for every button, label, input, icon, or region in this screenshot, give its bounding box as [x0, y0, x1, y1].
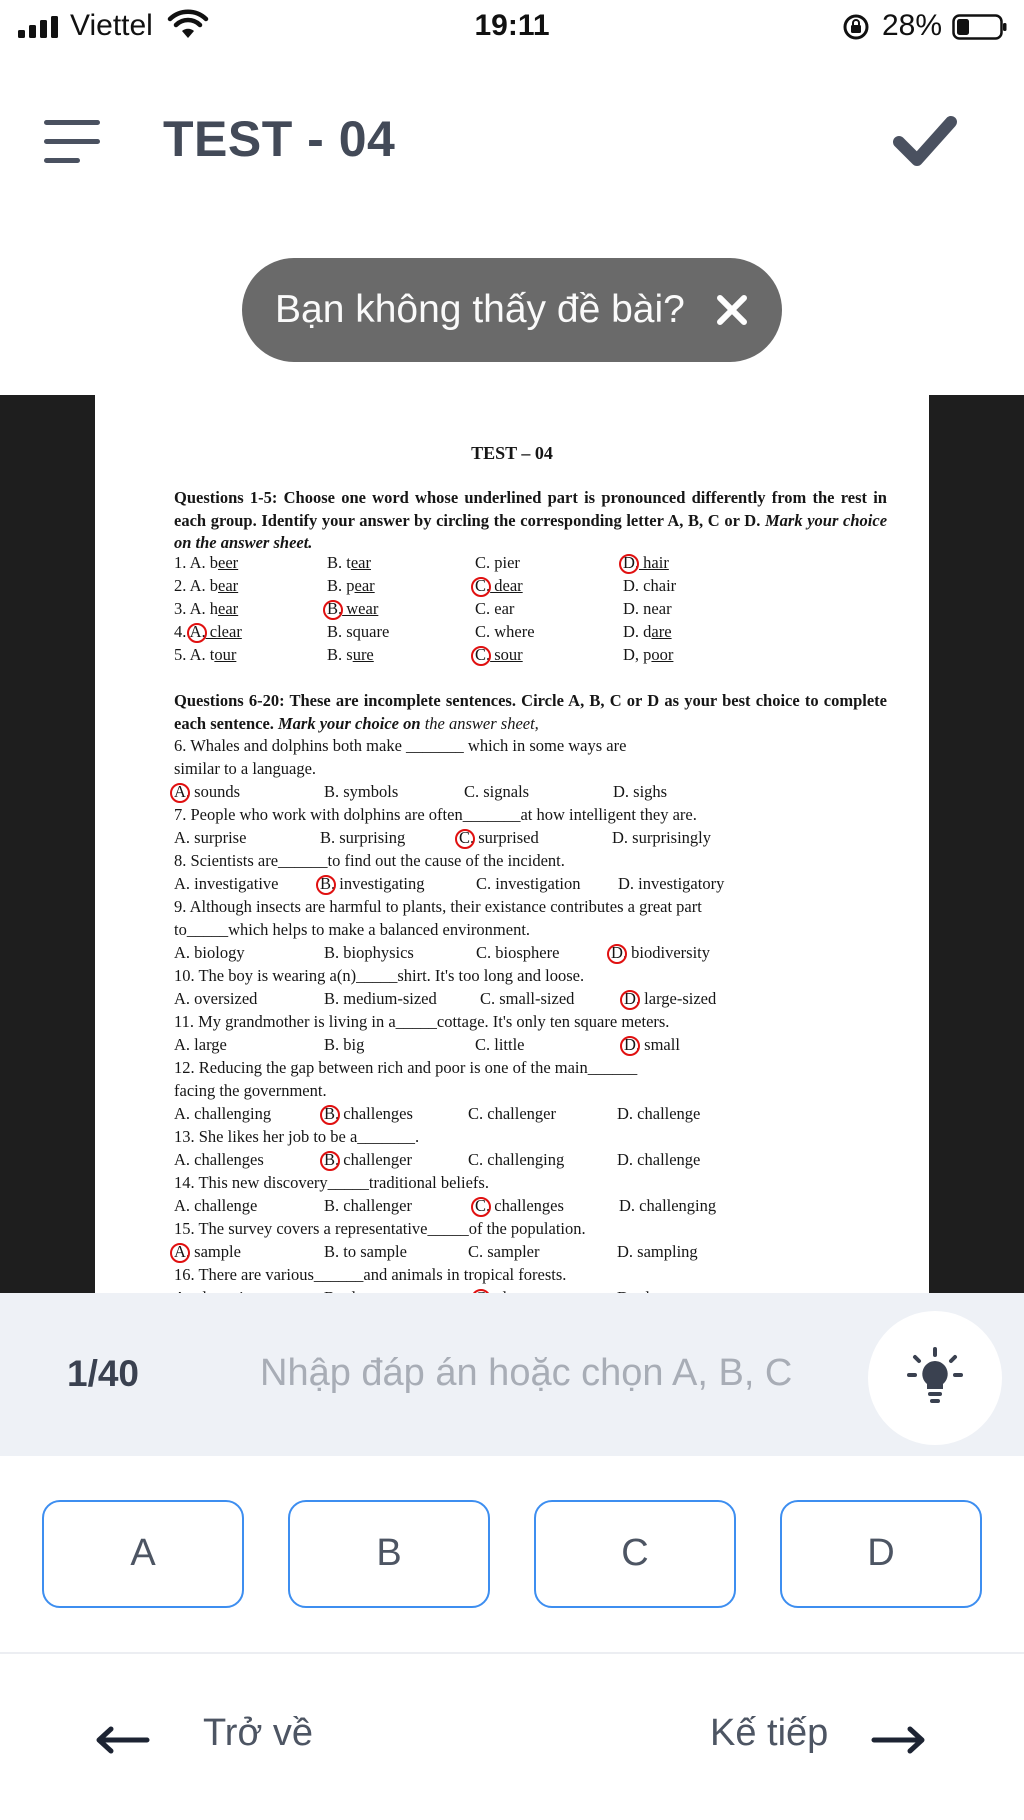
battery-percent: 28%	[882, 9, 943, 42]
menu-icon[interactable]	[44, 120, 100, 164]
options-row: A. surprise B. surprising C. surprised D. surprisingly	[174, 828, 711, 847]
answer-mark-circle	[320, 1151, 340, 1171]
answer-mark-circle	[316, 875, 336, 895]
section2-instr-text: Questions 6-20: These are incomplete sentences. Circle A, B, C or D as your best choice to complete each sentence.	[174, 691, 887, 733]
answer-mark-circle	[320, 1105, 340, 1125]
question-text: 15. The survey covers a representative_____of the population.	[174, 1219, 586, 1238]
hint-button[interactable]	[868, 1311, 1002, 1445]
question-text: 14. This new discovery_____traditional beliefs.	[174, 1173, 489, 1192]
back-label: Trở về	[203, 1712, 314, 1754]
answer-choices	[0, 1500, 1024, 1610]
question-text: 13. She likes her job to be a_______.	[174, 1127, 420, 1146]
options-row: A. challenging B. challenges C. challenger D. challenge	[174, 1104, 701, 1123]
answer-mark-circle	[471, 646, 491, 666]
options-row: A. large B. big C. little D. small	[174, 1035, 680, 1054]
options-row: A. oversized B. medium-sized C. small-sized D. large-sized	[174, 989, 717, 1008]
question-text: 7. People who work with dolphins are often_______at how intelligent they are.	[174, 805, 697, 824]
choice-d-button[interactable]: D	[780, 1500, 982, 1608]
options-row: A. challenge B. challenger C. challenges D. challenging	[174, 1196, 717, 1215]
answer-bar	[0, 1293, 1024, 1456]
answer-mark-circle	[620, 990, 640, 1010]
app-header	[0, 80, 1024, 200]
options-row: A. sounds B. symbols C. signals D. sighs	[174, 781, 894, 803]
choice-a-button[interactable]: A	[42, 1500, 244, 1608]
answer-mark-circle	[607, 944, 627, 964]
arrow-left-icon	[95, 1726, 149, 1754]
answer-mark-circle	[170, 783, 190, 803]
options-row: A. biology B. biophysics C. biosphere D. biodiversity	[174, 943, 710, 962]
question-text: 16. There are various______and animals in tropical forests.	[174, 1265, 567, 1284]
answer-mark-circle	[471, 577, 491, 597]
options-row: A. challenges B. challenger C. challenging D. challenge	[174, 1150, 701, 1169]
checkmark-icon[interactable]	[893, 112, 957, 168]
question-text: similar to a language.	[174, 759, 317, 778]
options-row: A. sample B. to sample C. sampler D. sampling	[174, 1241, 894, 1263]
question-row: 4. A. clear B. square C. where D. dare	[174, 622, 672, 641]
status-bar	[0, 0, 1024, 54]
section1-instr-italic: Mark your choice on the answer sheet.	[174, 510, 888, 553]
question-text: 11. My grandmother is living in a_____cottage. It's only ten square meters.	[174, 1012, 670, 1031]
document-viewer[interactable]	[0, 395, 1024, 1293]
status-time: 19:11	[474, 9, 550, 42]
question-text: facing the government.	[174, 1081, 327, 1100]
answer-input[interactable]	[260, 1341, 820, 1405]
question-counter: 1/40	[67, 1353, 140, 1394]
carrier-name: Viettel	[70, 9, 153, 42]
lightbulb-icon	[907, 1347, 963, 1407]
missing-question-toast	[242, 258, 782, 362]
question-row: 1. A. beer B. tear C. pier D. hair	[174, 553, 669, 572]
question-text: 6. Whales and dolphins both make _______ which in some ways are	[174, 736, 627, 755]
document-page	[95, 395, 929, 1293]
question-text: 9. Although insects are harmful to plants, their existance contributes a great part	[174, 897, 702, 916]
answer-mark-circle	[187, 623, 207, 643]
battery-icon	[952, 14, 1008, 40]
question-text: to_____which helps to make a balanced environment.	[174, 920, 531, 939]
next-button[interactable]	[700, 1700, 940, 1780]
divider	[0, 1652, 1024, 1654]
page-title: TEST - 04	[163, 111, 396, 167]
question-text: 8. Scientists are______to find out the cause of the incident.	[174, 851, 565, 870]
answer-mark-circle	[323, 600, 343, 620]
question-text: 12. Reducing the gap between rich and poor is one of the main______	[174, 1058, 638, 1077]
answer-mark-circle	[471, 1197, 491, 1217]
next-label: Kế tiếp	[710, 1712, 829, 1754]
section2-instr-italic-tail: the answer sheet,	[424, 713, 539, 733]
question-row: 2. A. bear B. pear C. dear D. chair	[174, 576, 677, 595]
question-text: 10. The boy is wearing a(n)_____shirt. It's too long and loose.	[174, 966, 585, 985]
answer-mark-circle	[170, 1243, 190, 1263]
choice-b-button[interactable]: B	[288, 1500, 490, 1608]
rotation-lock-icon	[842, 13, 870, 41]
bottom-navigation	[0, 1700, 1024, 1810]
answer-mark-circle	[619, 554, 639, 574]
answer-mark-circle	[455, 829, 475, 849]
choice-c-button[interactable]: C	[534, 1500, 736, 1608]
options-row: A. investigative B. investigating C. investigation D. investigatory	[174, 874, 725, 893]
toast-message: Bạn không thấy đề bài?	[275, 288, 685, 331]
question-row: 5. A. tour B. sure C. sour D, poor	[174, 645, 674, 664]
section1-instr-text: Questions 1-5: Choose one word whose underlined part is pronounced differently from the rest in each group. Identify your answer by circling the corresponding letter A, B, C or D.	[174, 488, 887, 530]
close-icon[interactable]	[710, 288, 754, 332]
section2-instr-italic: Mark your choice on	[278, 713, 421, 733]
answer-mark-circle	[620, 1036, 640, 1056]
section2-instructions	[174, 690, 887, 735]
question-row: 3. A. hear B. wear C. ear D. near	[174, 599, 672, 618]
section1-instructions	[174, 487, 887, 555]
back-button[interactable]	[95, 1700, 345, 1780]
arrow-right-icon	[872, 1726, 926, 1754]
document-title: TEST – 04	[471, 443, 553, 463]
